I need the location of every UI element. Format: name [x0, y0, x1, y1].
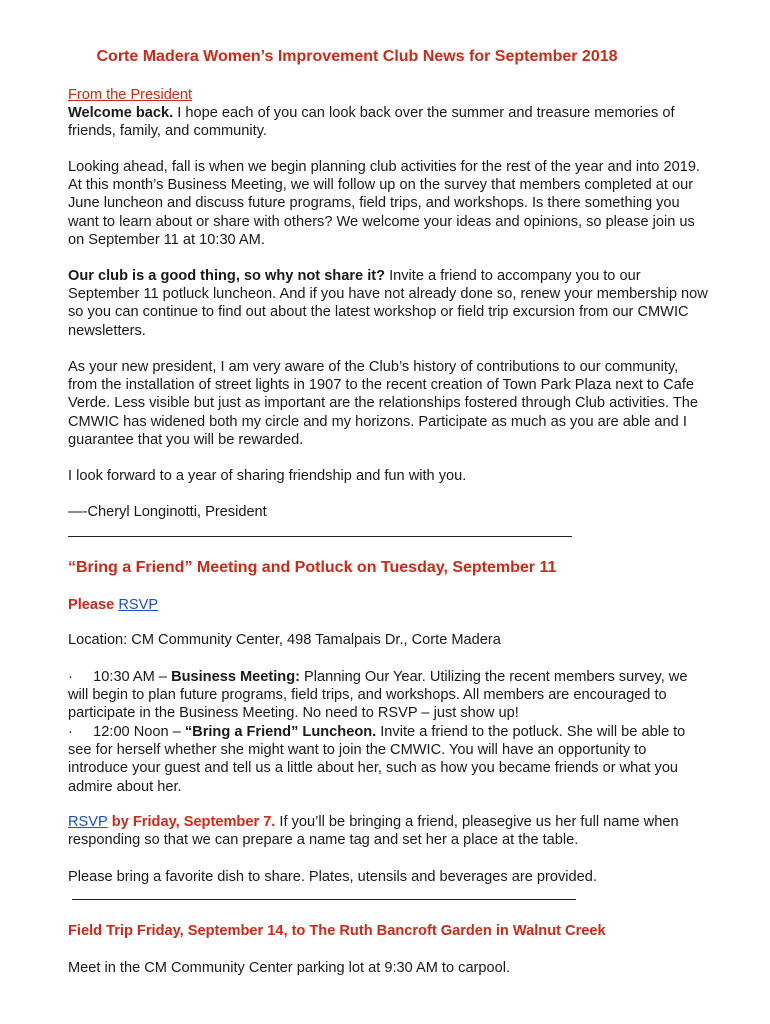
agenda-text: Invite a friend to the potluck. She will be able to see for herself whether she might want to join the CMWIC. You will have an opportunity to introduce your guest and tell us a little about her, such as how you became friends or what you admire about her. [68, 724, 686, 795]
share-club-bold: Our club is a good thing, so why not share it? [68, 268, 386, 284]
rsvp-deadline-paragraph [68, 813, 708, 849]
section-divider [68, 536, 572, 537]
president-heading [68, 86, 708, 104]
newsletter-title: Corte Madera Women’s Improvement Club News for September 2018 [96, 48, 618, 65]
agenda-item-luncheon [68, 723, 708, 796]
field-trip-meet-text: Meet in the CM Community Center parking lot at 9:30 AM to carpool. [68, 960, 511, 976]
share-club-text: Invite a friend to accompany you to our September 11 potluck luncheon. And if you have not already done so, renew your membership now so you can continue to find out about the latest workshop or field trip excursion from our CMWIC newsletters. [68, 268, 708, 339]
share-club-paragraph [68, 267, 708, 340]
agenda-text: Planning Our Year. Utilizing the recent members survey, we will begin to plan future programs, field trips, and workshops. All members are encouraged to participate in the Business Meeting. No need to RSVP – just show up! [68, 669, 688, 722]
agenda-time: 12:00 Noon – [93, 724, 181, 740]
agenda-item-business-meeting [68, 668, 708, 723]
field-trip-heading: Field Trip Friday, September 14, to The Ruth Bancroft Garden in Walnut Creek [68, 923, 606, 939]
rsvp-deadline-text: If you’ll be bringing a friend, pleasegive us her full name when responding so that we can prepare a name tag and set her a place at the table. [68, 814, 679, 849]
agenda-title: Business Meeting: [171, 669, 300, 685]
section-divider [72, 899, 576, 900]
rsvp-line [68, 596, 708, 614]
welcome-paragraph [68, 104, 708, 140]
location-line: Location: CM Community Center, 498 Tamalpais Dr., Corte Madera [68, 632, 501, 648]
agenda-title: “Bring a Friend” Luncheon. [184, 724, 377, 740]
look-forward-paragraph: I look forward to a year of sharing friendship and fun with you. [68, 468, 467, 484]
agenda-time: 10:30 AM – [93, 669, 167, 685]
please-label: Please [68, 597, 115, 613]
president-heading-text: From the President [68, 87, 193, 103]
president-signature: —-Cheryl Longinotti, President [68, 504, 267, 520]
bullet: · [68, 724, 73, 740]
welcome-text: I hope each of you can look back over the summer and treasure memories of friends, family, and community. [68, 105, 675, 140]
new-president-paragraph: As your new president, I am very aware of the Club’s history of contributions to our community, from the installation of street lights in 1907 to the recent creation of Town Park Plaza next to Cafe Verde. Less visible but just as important are the relationships fostered through Club activities. The CMWIC has widened both my circle and my horizons. Participate as much as you are able and I guarantee that you will be rewarded. [68, 359, 699, 448]
bullet: · [68, 669, 73, 685]
welcome-bold: Welcome back. [68, 105, 174, 121]
meeting-heading: “Bring a Friend” Meeting and Potluck on Tuesday, September 11 [68, 559, 557, 576]
rsvp-deadline: by Friday, September 7. [107, 814, 276, 830]
rsvp-link[interactable]: RSVP [118, 597, 159, 613]
dish-note: Please bring a favorite dish to share. Plates, utensils and beverages are provided. [68, 869, 597, 885]
looking-ahead-paragraph: Looking ahead, fall is when we begin planning club activities for the rest of the year and into 2019. At this month’s Business Meeting, we will follow up on the survey that members completed at our June luncheon and discuss future programs, field trips, and workshops. Is there something you want to learn about or share with others? We welcome your ideas and opinions, so please join us on September 11 at 10:30 AM. [68, 159, 700, 248]
rsvp-link-2[interactable]: RSVP [68, 814, 108, 830]
